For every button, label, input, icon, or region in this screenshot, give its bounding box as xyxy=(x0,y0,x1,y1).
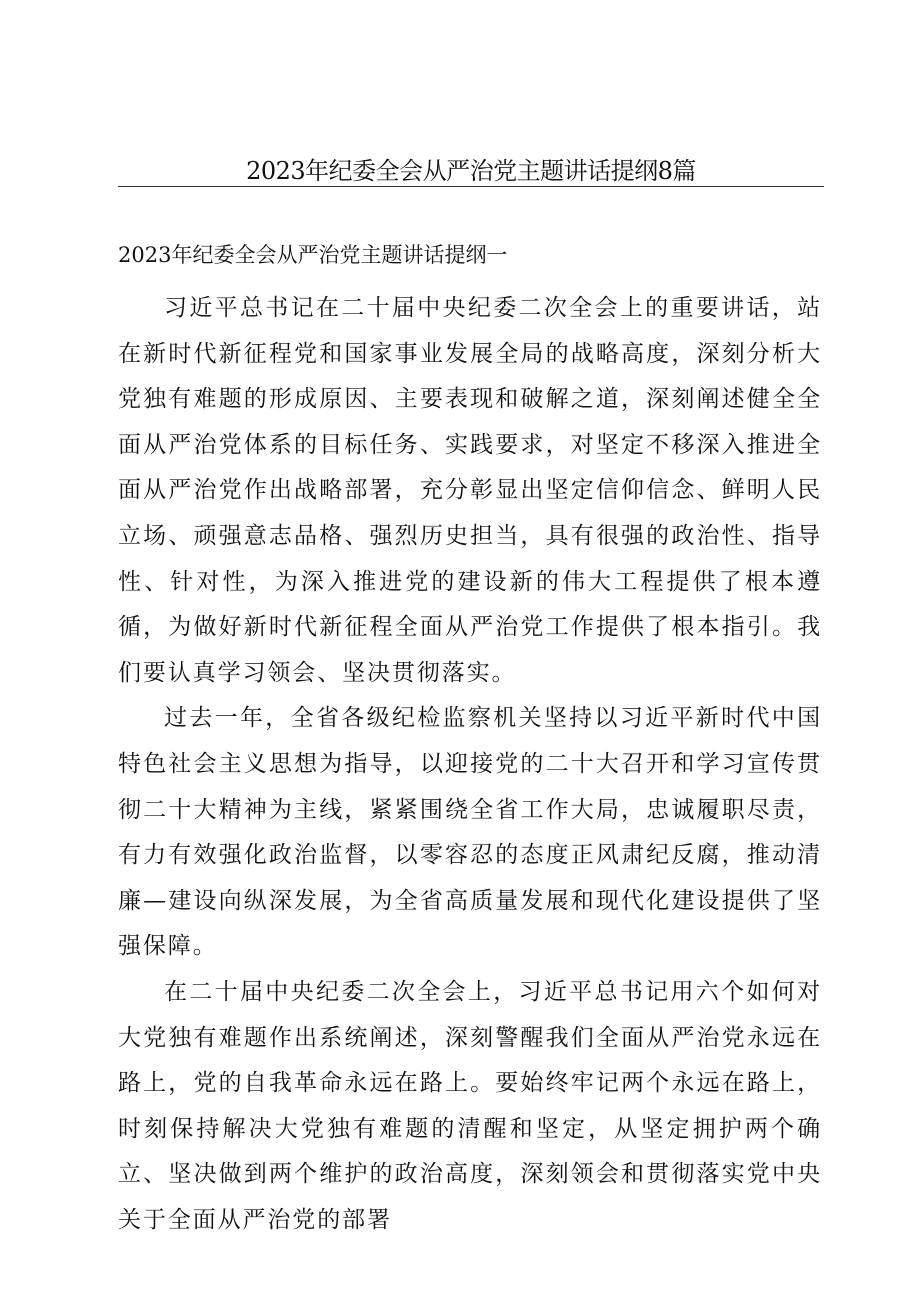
title-underline xyxy=(118,186,824,187)
paragraph-2: 过去一年，全省各级纪检监察机关坚持以习近平新时代中国特色社会主义思想为指导，以迎接党的二十大召开和学习宣传贯彻二十大精神为主线，紧紧围绕全省工作大局，忠诚履职尽责，有力有效强化政治监督，以零容忍的态度正风肃纪反腐，推动清廉—建设向纵深发展，为全省高质量发展和现代化建设提供了坚强保障。 xyxy=(118,705,822,960)
paragraph-1: 习近平总书记在二十届中央纪委二次全会上的重要讲话，站在新时代新征程党和国家事业发展全局的战略高度，深刻分析大党独有难题的形成原因、主要表现和破解之道，深刻阐述健全全面从严治党体系的目标任务、实践要求，对坚定不移深入推进全面从严治党作出战略部署，充分彰显出坚定信仰信念、鲜明人民立场、顽强意志品格、强烈历史担当，具有很强的政治性、指导性、针对性，为深入推进党的建设新的伟大工程提供了根本遵循，为做好新时代新征程全面从严治党工作提供了根本指引。我们要认真学习领会、坚决贯彻落实。 xyxy=(118,295,822,686)
section-heading: 2023年纪委全会从严治党主题讲话提纲一 xyxy=(118,243,508,267)
document-body xyxy=(118,286,822,1243)
document-title: 2023年纪委全会从严治党主题讲话提纲8篇 xyxy=(246,157,696,185)
paragraph-3: 在二十届中央纪委二次全会上，习近平总书记用六个如何对大党独有难题作出系统阐述，深刻警醒我们全面从严治党永远在路上，党的自我革命永远在路上。要始终牢记两个永远在路上，时刻保持解决大党独有难题的清醒和坚定，从坚定拥护两个确立、坚决做到两个维护的政治高度，深刻领会和贯彻落实党中央关于全面从严治党的部署 xyxy=(118,978,822,1233)
